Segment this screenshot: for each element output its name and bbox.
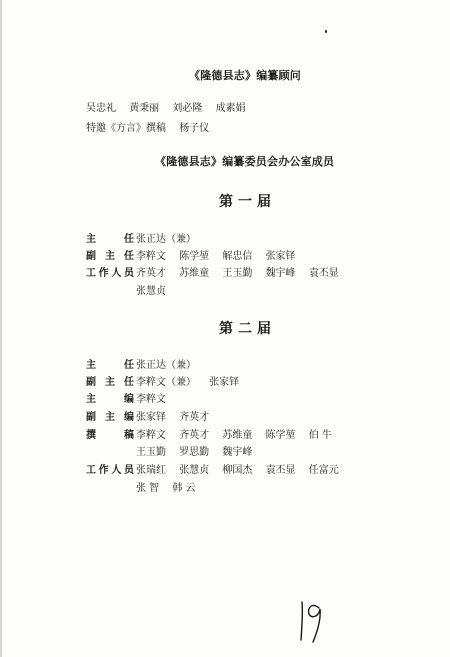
member-names [136, 482, 196, 496]
member-name: 张家铎 [209, 377, 240, 388]
member-name: 张正达（兼） [136, 360, 196, 371]
member-name: 齐英才 [179, 412, 210, 423]
member-name: 魏宇峰 [265, 268, 296, 279]
role-label: 副主任 [86, 377, 134, 388]
member-name: 陈学堃 [179, 251, 210, 262]
advisor-name: 刘必隆 [172, 103, 203, 114]
role-label: 主 任 [86, 234, 134, 245]
member-name: 袁丕显 [265, 465, 296, 476]
advisors-names-line [86, 102, 246, 116]
scan-speck [325, 30, 327, 33]
member-name: 苏维童 [179, 268, 210, 279]
member-names [136, 411, 209, 425]
member-name: 陈学堃 [265, 430, 296, 441]
scan-edge [0, 0, 2, 657]
special-contributor-role: 特邀《方言》撰稿 [86, 123, 166, 134]
member-names [136, 429, 332, 443]
member-names [136, 267, 339, 281]
member-name: 齐英才 [136, 268, 166, 279]
role-label: 撰 稿 [86, 430, 134, 441]
special-contributor-line [86, 122, 209, 136]
role-label: 工作人员 [86, 268, 134, 279]
member-name: 张家铎 [136, 412, 166, 423]
member-name: 李粹文 [136, 251, 166, 262]
member-name: 张瑞红 [136, 465, 166, 476]
member-name: 李粹文 [136, 430, 166, 441]
member-name: 任富元 [308, 465, 339, 476]
role-label: 主 编 [86, 394, 134, 405]
office-members-title: 《隆德县志》编纂委员会办公室成员 [155, 155, 335, 168]
role-label: 工作人员 [86, 465, 134, 476]
member-name: 张慧贞 [136, 286, 166, 297]
member-name: 袁丕显 [308, 268, 339, 279]
member-name: 张慧贞 [179, 465, 210, 476]
member-name: 解忠信 [222, 251, 253, 262]
special-contributor-name: 杨子仪 [179, 123, 210, 134]
member-name: 王玉勤 [136, 447, 166, 458]
member-names [136, 359, 196, 373]
member-names [136, 446, 252, 460]
advisor-name: 吴忠礼 [86, 103, 116, 114]
member-names [136, 464, 339, 478]
role-label: 副主任 [86, 251, 134, 262]
member-name: 魏宇峰 [222, 447, 253, 458]
role-label: 副主编 [86, 412, 134, 423]
member-name: 齐英才 [179, 430, 210, 441]
advisor-name: 成素娟 [215, 103, 246, 114]
member-name: 韩 云 [172, 483, 196, 494]
member-names [136, 285, 166, 299]
role-label: 主 任 [86, 360, 134, 371]
member-names [136, 393, 166, 407]
member-name: 李粹文 [136, 394, 166, 405]
member-name: 王玉勤 [222, 268, 253, 279]
member-name: 张家铎 [265, 251, 296, 262]
member-name: 柳国杰 [222, 465, 253, 476]
advisors-title: 《隆德县志》编纂顾问 [189, 69, 301, 82]
session-1-title: 第一届 [219, 194, 276, 210]
member-name: 张正达（兼） [136, 234, 196, 245]
member-names [136, 250, 296, 264]
handwritten-page-number [295, 596, 325, 644]
member-names [136, 376, 239, 390]
member-name: 苏维童 [222, 430, 253, 441]
member-name: 张 智 [136, 483, 160, 494]
session-2-title: 第二届 [219, 321, 276, 337]
member-name: 伯 牛 [308, 430, 332, 441]
member-name: 李粹文（兼） [136, 377, 196, 388]
advisor-name: 黄秉丽 [129, 103, 160, 114]
member-names [136, 233, 196, 247]
member-name: 罗思勤 [179, 447, 210, 458]
